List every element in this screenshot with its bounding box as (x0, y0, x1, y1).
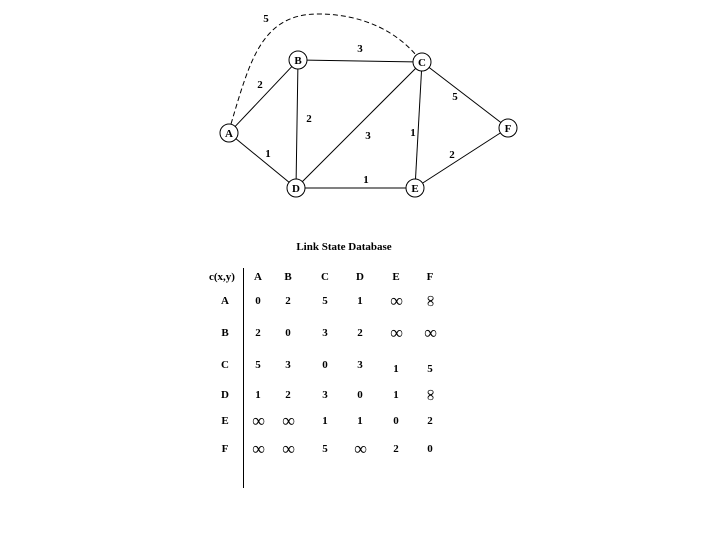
table-cell: 1 (322, 415, 328, 427)
table-cell: 3 (357, 359, 363, 371)
edge-c-f (429, 67, 501, 122)
table-cell: ∞ (282, 438, 294, 459)
table-cell: 0 (322, 359, 328, 371)
node-label: C (418, 57, 426, 69)
table-cell: ∞ (424, 322, 436, 343)
row-header-a: A (221, 295, 229, 307)
edge-weight-b-d: 2 (306, 113, 312, 125)
table-cell: ∞ (252, 438, 264, 459)
column-header-a: A (254, 271, 262, 283)
table-cell: 3 (285, 359, 291, 371)
table-cell: 2 (285, 389, 291, 401)
table-cell: 2 (427, 415, 433, 427)
table-cell: 2 (357, 327, 363, 339)
edge-weight-d-e: 1 (363, 174, 369, 186)
edge-weight-c-d: 3 (365, 130, 371, 142)
table-cell: 0 (357, 389, 363, 401)
edge-weight-a-c: 5 (263, 13, 269, 25)
edge-a-b (235, 67, 292, 127)
table-cell: 0 (393, 415, 399, 427)
node-label: E (411, 183, 419, 195)
edge-a-d (236, 139, 289, 183)
table-cell: 5 (427, 363, 433, 375)
node-b (289, 51, 307, 69)
network-graph (0, 0, 720, 240)
column-header-c: C (321, 271, 329, 283)
row-header-b: B (221, 327, 229, 339)
node-c (413, 53, 431, 71)
table-divider (243, 268, 244, 488)
edge-c-d (302, 68, 415, 181)
column-header-e: E (392, 271, 400, 283)
edge-weight-b-c: 3 (357, 43, 363, 55)
edge-e-f (423, 133, 501, 183)
edge-weight-a-b: 2 (257, 79, 263, 91)
edge-weight-a-d: 1 (265, 148, 271, 160)
table-cell: 3 (322, 327, 328, 339)
table-cell: 2 (285, 295, 291, 307)
table-cell: 1 (393, 389, 399, 401)
node-e (406, 179, 424, 197)
table-cell: 1 (357, 415, 363, 427)
edge-b-c (307, 60, 413, 62)
row-header-d: D (221, 389, 229, 401)
edge-weight-c-f: 5 (452, 91, 458, 103)
node-a (220, 124, 238, 142)
table-cell: 5 (255, 359, 261, 371)
table-cell: ∞ (422, 389, 439, 401)
table-cell: ∞ (252, 410, 264, 431)
table-cell: ∞ (390, 290, 402, 311)
table-cell: 5 (322, 443, 328, 455)
table-cell: 1 (357, 295, 363, 307)
table-cell: ∞ (354, 438, 366, 459)
table-cell: 1 (255, 389, 261, 401)
table-cell: 0 (427, 443, 433, 455)
table-cell: 0 (285, 327, 291, 339)
edge-weight-e-f: 2 (449, 149, 455, 161)
edge-b-d (296, 69, 298, 179)
table-cell: 2 (255, 327, 261, 339)
row-header-e: E (221, 415, 229, 427)
graph-edges (231, 13, 501, 188)
table-cell: 0 (255, 295, 261, 307)
column-header-d: D (356, 271, 364, 283)
table-cell: 1 (393, 363, 399, 375)
column-header-b: B (284, 271, 292, 283)
column-header-f: F (426, 271, 434, 283)
database-title: Link State Database (296, 241, 392, 253)
node-label: D (292, 183, 300, 195)
table-cell: 3 (322, 389, 328, 401)
table-cell: ∞ (282, 410, 294, 431)
node-label: F (504, 123, 512, 135)
row-header-c: C (221, 359, 229, 371)
table-cell: ∞ (390, 322, 402, 343)
table-corner-label: c(x,y) (209, 271, 235, 283)
node-label: B (294, 55, 302, 67)
table-cell: ∞ (422, 295, 439, 307)
node-f (499, 119, 517, 137)
edge-a-c (231, 14, 416, 124)
row-header-f: F (221, 443, 229, 455)
table-cell: 2 (393, 443, 399, 455)
edge-weight-c-e: 1 (410, 127, 416, 139)
node-label: A (225, 128, 233, 140)
node-d (287, 179, 305, 197)
edge-c-e (415, 71, 421, 179)
table-cell: 5 (322, 295, 328, 307)
